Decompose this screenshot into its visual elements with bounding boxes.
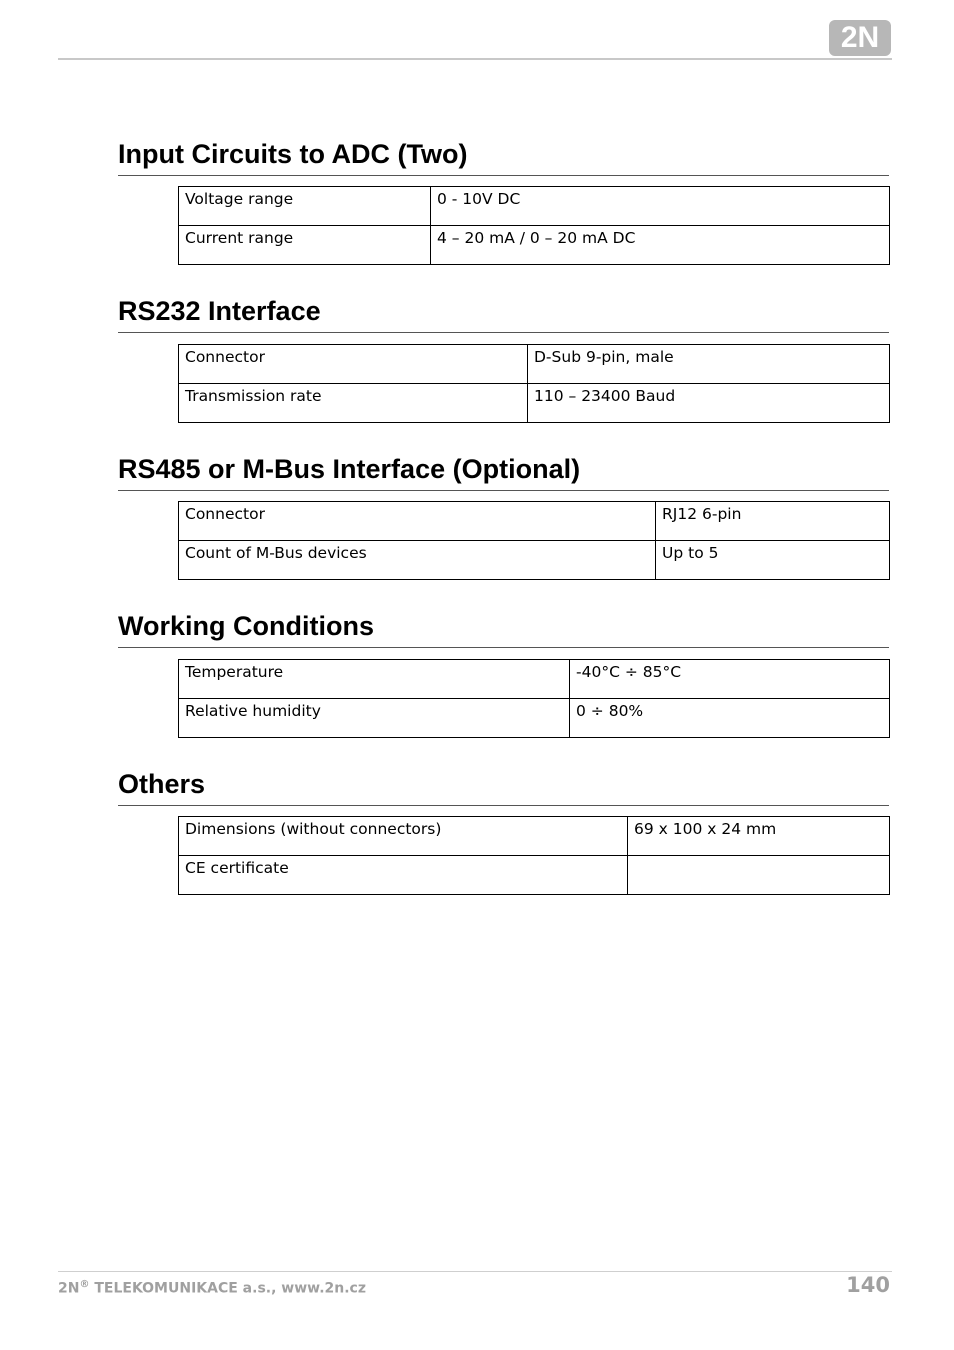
section-title: Input Circuits to ADC (Two) [118,139,468,169]
row-label: Connector [179,345,528,384]
row-value: 110 – 23400 Baud [528,384,890,423]
footer-company-text: TELEKOMUNIKACE a.s., www.2n.cz [89,1280,366,1297]
table-row [179,541,890,580]
row-value: RJ12 6-pin [656,502,890,541]
row-value: 4 – 20 mA / 0 – 20 mA DC [431,226,890,265]
row-label: Relative humidity [179,699,570,738]
table-row [179,384,890,423]
footer-brand: 2N [58,1280,80,1297]
table-row [179,660,890,699]
row-value: 0 ÷ 80% [570,699,890,738]
section-divider [118,647,889,648]
section-rs232 [118,294,889,405]
section-input-circuits [118,137,889,247]
footer-rule [58,1271,892,1272]
section-title: Working Conditions [118,611,374,641]
spec-table [178,659,890,738]
row-value: 69 x 100 x 24 mm [628,817,890,856]
table-row [179,817,890,856]
section-title: RS485 or M-Bus Interface (Optional) [118,454,581,484]
registered-mark: ® [79,1279,90,1290]
section-title: Others [118,769,206,799]
section-others [118,767,889,877]
row-label: Voltage range [179,187,431,226]
row-value: -40°C ÷ 85°C [570,660,890,699]
row-label: Count of M-Bus devices [179,541,656,580]
spec-table [178,501,890,580]
row-value: Up to 5 [656,541,890,580]
section-rs485-mbus [118,452,889,562]
header-rule [58,58,892,60]
footer-company [58,1279,366,1297]
table-row [179,856,890,895]
table-row [179,345,890,384]
section-divider [118,490,889,491]
row-label: CE certificate [179,856,628,895]
spec-table [178,816,890,895]
section-divider [118,805,889,806]
page-number: 140 [846,1273,890,1297]
spec-table [178,186,890,265]
row-label: Dimensions (without connectors) [179,817,628,856]
section-title: RS232 Interface [118,296,321,326]
row-label: Current range [179,226,431,265]
section-divider [118,175,889,176]
section-working-conditions [118,609,889,720]
row-value: 0 - 10V DC [431,187,890,226]
table-row [179,699,890,738]
spec-table [178,344,890,423]
brand-logo: 2N [829,20,891,56]
table-row [179,187,890,226]
row-label: Connector [179,502,656,541]
row-value: D-Sub 9-pin, male [528,345,890,384]
table-row [179,502,890,541]
table-row [179,226,890,265]
row-label: Transmission rate [179,384,528,423]
row-value [628,856,890,895]
row-label: Temperature [179,660,570,699]
section-divider [118,332,889,333]
